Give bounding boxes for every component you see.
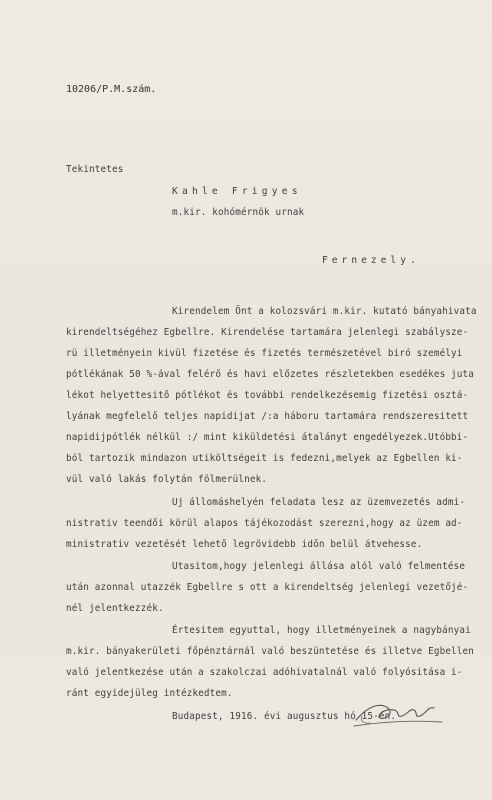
body-line: vül való lakás folytán fölmerülnek. bbox=[66, 474, 268, 485]
body-line: ministrativ vezetését lehető legrövidebb időn belül átvehesse. bbox=[66, 539, 423, 550]
place-name: Fernezely. bbox=[322, 255, 420, 266]
body-line: való jelentkezése után a szakolczai adóhivatalnál való folyósitása i- bbox=[66, 667, 463, 678]
body-line: ránt egyidejüleg intézkedtem. bbox=[66, 688, 233, 699]
body-line: napidijpótlék nélkül :/ mint kiküldetési átalányt engedélyezek.Utóbbi- bbox=[66, 432, 469, 443]
body-line: Uj állomáshelyén feladata lesz az üzemvezetés admi- bbox=[172, 497, 466, 508]
handwritten-signature bbox=[350, 696, 446, 730]
body-line: m.kir. bányakerületi főpénztárnál való beszüntetése és illetve Egbellen bbox=[66, 646, 475, 657]
addressee-name: Kahle Frigyes bbox=[172, 186, 302, 197]
body-line: lékot helyettesitő pótlékot és további rendelkezésemig fizetési osztá- bbox=[66, 390, 469, 401]
body-line: nél jelentkezzék. bbox=[66, 603, 164, 614]
body-line: Kirendelem Önt a kolozsvári m.kir. kutató bányahivata bbox=[172, 306, 477, 317]
reference-number: 10206/P.M.szám. bbox=[66, 84, 157, 95]
body-line: után azonnal utazzék Egbellre s ott a kirendeltség jelenlegi vezetőjé- bbox=[66, 582, 469, 593]
body-line: kirendeltségéhez Egbellre. Kirendelése tartamára jelenlegi szabályszе- bbox=[66, 327, 469, 338]
addressee-title: m.kir. kohómérnök urnak bbox=[172, 207, 305, 218]
body-line: nistrativ teendői körül alapos tájékozodást szerezni,hogy az üzem ad- bbox=[66, 518, 463, 529]
salutation: Tekintetes bbox=[66, 164, 124, 175]
body-line: Értesitem egyuttal, hogy illetményeinek a nagybányai bbox=[172, 625, 471, 636]
body-line: rü illetményein kivül fizetése és fizetés természetével biró személyi bbox=[66, 348, 463, 359]
date-line: Budapest, 1916. évi augusztus hó 15-én. bbox=[172, 711, 397, 722]
body-line: lyának megfelelő teljes napidijat /:a háboru tartamára rendszeresitett bbox=[66, 411, 469, 422]
body-line: pótlékának 50 %-ával felérő és havi előzetes részletekben esedékes juta bbox=[66, 369, 475, 380]
body-line: Utasitom,hogy jelenlegi állása alól való felmentése bbox=[172, 561, 466, 572]
body-line: ból tartozik mindazon utiköltségeit is fedezni,melyek az Egbellen ki- bbox=[66, 453, 463, 464]
